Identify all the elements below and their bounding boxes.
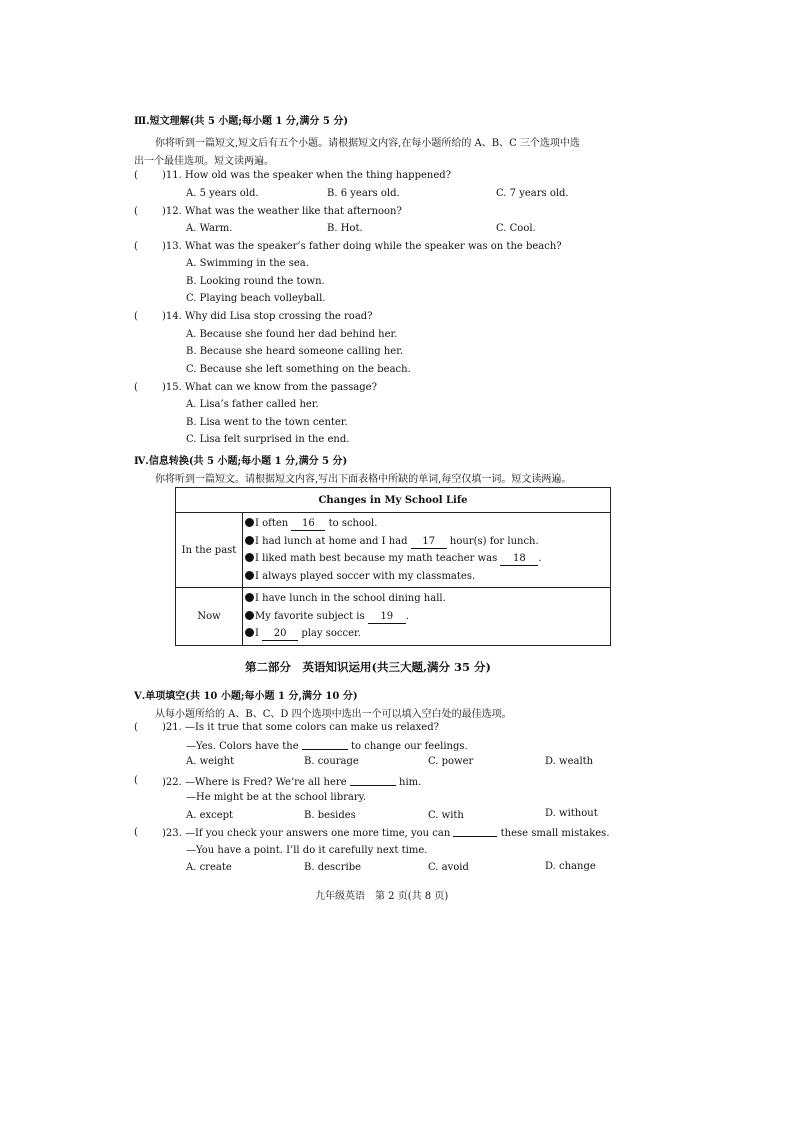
answer-blank: [302, 739, 348, 750]
option-b: B. describe: [304, 862, 362, 873]
question-stem: )15. What can we know from the passage?: [162, 382, 377, 393]
answer-paren: (: [134, 241, 138, 252]
past-label: In the past: [176, 513, 243, 588]
option-a: A. Swimming in the sea.: [186, 258, 309, 269]
now-label: Now: [176, 588, 243, 646]
bullet-icon: [245, 593, 254, 602]
info-table: [175, 487, 611, 646]
past-cell: [243, 513, 611, 588]
blank-16[interactable]: 16: [291, 518, 325, 531]
option-c: C. Cool.: [496, 223, 536, 234]
table-header: Changes in My School Life: [176, 488, 611, 513]
option-c: C. avoid: [428, 862, 469, 873]
option-b: B. besides: [304, 810, 356, 821]
question-stem: )14. Why did Lisa stop crossing the road?: [162, 311, 373, 322]
option-a: A. create: [186, 862, 232, 873]
option-a: A. Lisa’s father called her.: [186, 399, 319, 410]
question-stem: )12. What was the weather like that afternoon?: [162, 206, 402, 217]
option-a: A. Because she found her dad behind her.: [186, 329, 398, 340]
question-stem: )11. How old was the speaker when the thing happened?: [162, 170, 452, 181]
option-c: C. Lisa felt surprised in the end.: [186, 434, 350, 445]
response-line: —Yes. Colors have the to change our feelings.: [186, 741, 468, 752]
question-stem: )23. —If you check your answers one more time, you can these small mistakes.: [162, 828, 610, 839]
answer-paren: (: [134, 170, 138, 181]
response-line: —He might be at the school library.: [186, 792, 367, 803]
past-line-4: I always played soccer with my classmates.: [245, 568, 610, 586]
bullet-icon: [245, 553, 254, 562]
page-footer: 九年级英语 第 2 页(共 8 页): [315, 891, 449, 902]
now-line-2: My favorite subject is 19 .: [245, 608, 610, 626]
option-c: C. Because she left something on the beach.: [186, 364, 411, 375]
answer-paren: (: [134, 311, 138, 322]
bullet-icon: [245, 611, 254, 620]
answer-paren: (: [134, 206, 138, 217]
blank-17[interactable]: 17: [411, 536, 447, 549]
response-line: —You have a point. I’ll do it carefully next time.: [186, 845, 428, 856]
answer-blank: [350, 775, 396, 786]
bullet-icon: [245, 518, 254, 527]
section4-title: Ⅳ.信息转换(共 5 小题;每小题 1 分,满分 5 分): [134, 456, 348, 467]
now-cell: [243, 588, 611, 646]
bullet-icon: [245, 571, 254, 580]
past-line-2: I had lunch at home and I had 17 hour(s) for lunch.: [245, 533, 610, 551]
option-b: B. Looking round the town.: [186, 276, 325, 287]
blank-19[interactable]: 19: [368, 611, 406, 624]
option-a: A. except: [186, 810, 234, 821]
part2-title: 第二部分 英语知识运用(共三大题,满分 35 分): [245, 660, 491, 674]
answer-paren: (: [134, 382, 138, 393]
option-b: B. courage: [304, 756, 359, 767]
answer-blank: [453, 826, 497, 837]
section5-instructions: 从每小题所给的 A、B、C、D 四个选项中选出一个可以填入空白处的最佳选项。: [155, 709, 512, 720]
section3-instructions-line2: 出一个最佳选项。短文读两遍。: [134, 156, 274, 167]
bullet-icon: [245, 536, 254, 545]
answer-paren: (: [134, 722, 138, 733]
option-a: A. 5 years old.: [186, 188, 259, 199]
blank-18[interactable]: 18: [500, 553, 538, 566]
option-c: C. with: [428, 810, 464, 821]
option-c: C. Playing beach volleyball.: [186, 293, 326, 304]
answer-paren: (: [134, 775, 138, 786]
past-line-1: I often 16 to school.: [245, 515, 610, 533]
option-b: B. Hot.: [327, 223, 363, 234]
question-stem: )22. —Where is Fred? We’re all here him.: [162, 777, 422, 788]
answer-paren: (: [134, 827, 138, 838]
option-c: C. power: [428, 756, 474, 767]
bullet-icon: [245, 628, 254, 637]
option-b: B. Because she heard someone calling her.: [186, 346, 404, 357]
section3-instructions-line1: 你将听到一篇短文,短文后有五个小题。请根据短文内容,在每小题所给的 A、B、C 三个选项中选: [155, 138, 580, 149]
question-stem: )13. What was the speaker’s father doing while the speaker was on the beach?: [162, 241, 562, 252]
section5-title: Ⅴ.单项填空(共 10 小题;每小题 1 分,满分 10 分): [134, 691, 358, 702]
option-b: B. Lisa went to the town center.: [186, 417, 348, 428]
section3-title: Ⅲ.短文理解(共 5 小题;每小题 1 分,满分 5 分): [134, 116, 349, 127]
now-line-1: I have lunch in the school dining hall.: [245, 590, 610, 608]
option-d: D. wealth: [545, 756, 594, 767]
option-d: D. change: [545, 861, 596, 872]
now-line-3: I 20 play soccer.: [245, 625, 610, 643]
section4-instructions: 你将听到一篇短文。请根据短文内容,写出下面表格中所缺的单词,每空仅填一词。短文读两遍。: [155, 474, 572, 485]
option-b: B. 6 years old.: [327, 188, 400, 199]
question-stem: )21. —Is it true that some colors can make us relaxed?: [162, 722, 439, 733]
blank-20[interactable]: 20: [262, 628, 298, 641]
past-line-3: I liked math best because my math teacher was 18 .: [245, 550, 610, 568]
option-d: D. without: [545, 808, 598, 819]
option-a: A. weight: [186, 756, 235, 767]
option-a: A. Warm.: [186, 223, 233, 234]
option-c: C. 7 years old.: [496, 188, 569, 199]
